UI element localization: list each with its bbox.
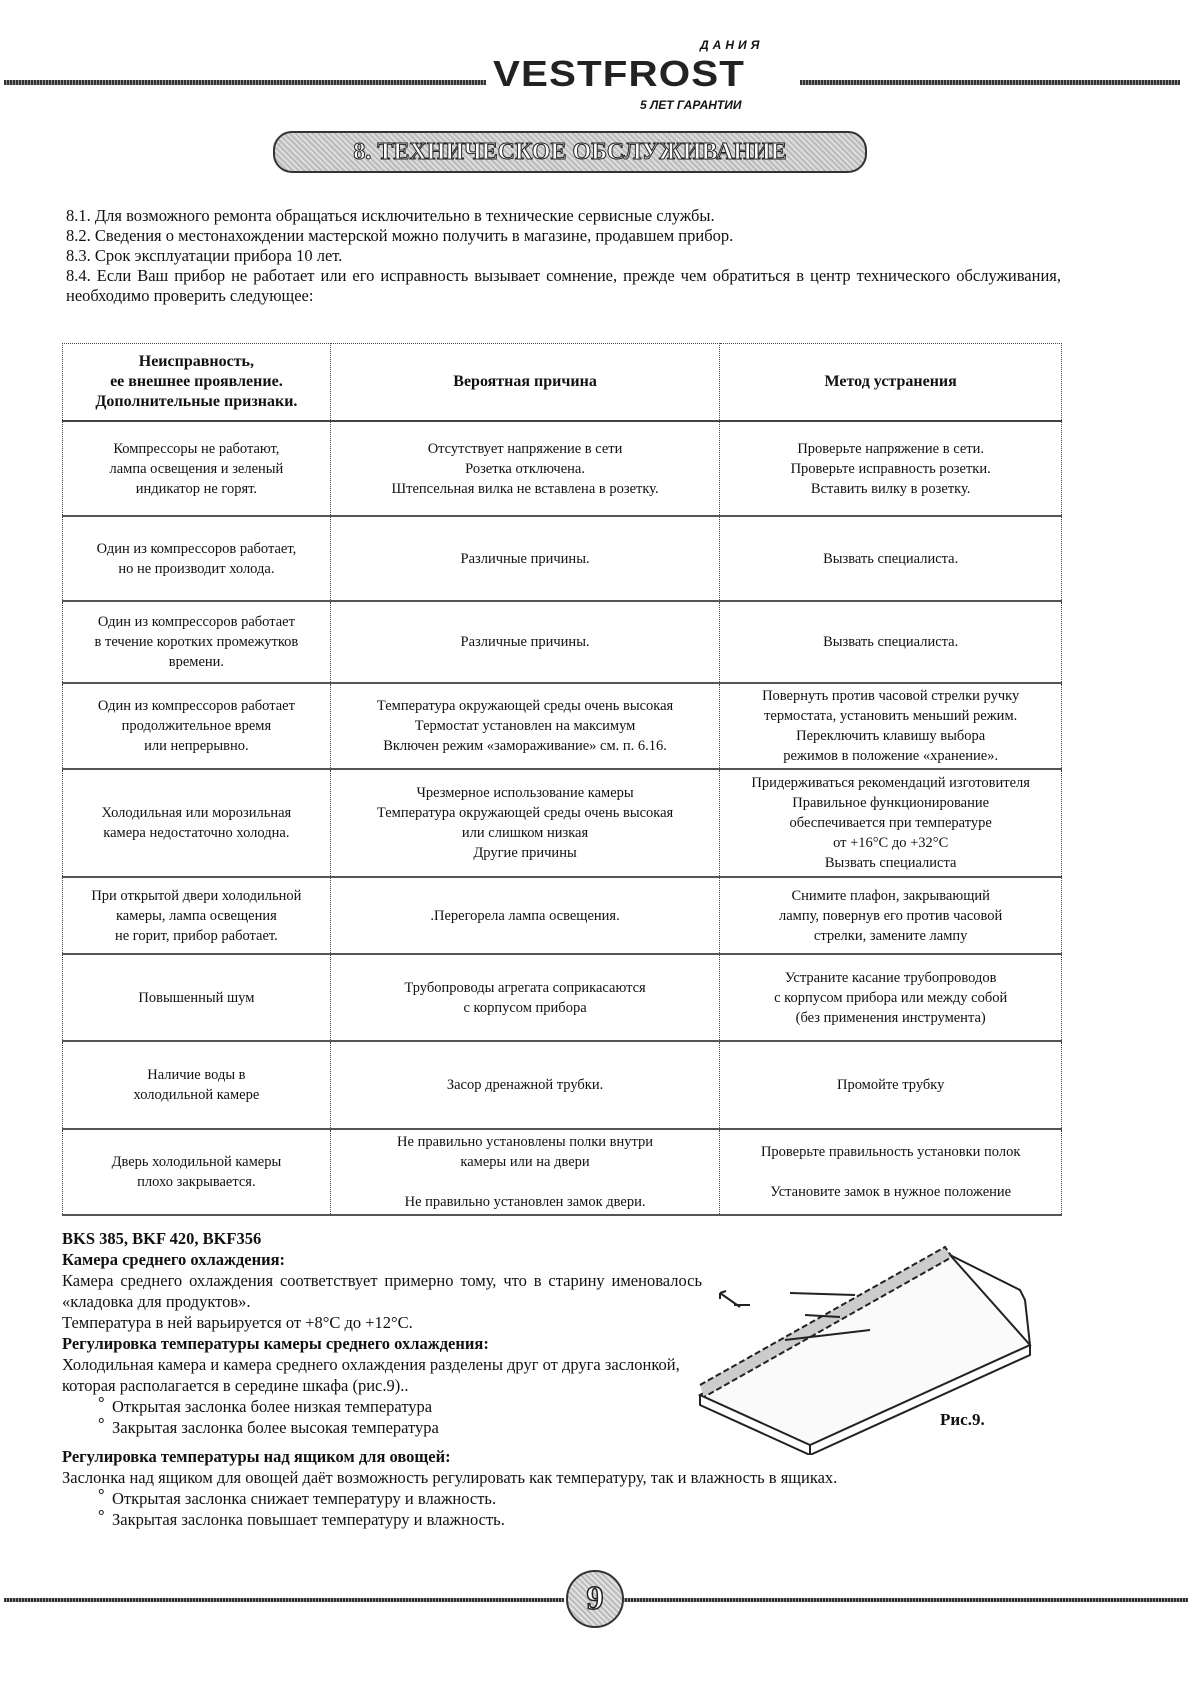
column-header: Неисправность, ее внешнее проявление. Дополнительные признаки. — [63, 344, 331, 422]
table-cell: Промойте трубку — [720, 1041, 1062, 1129]
table-cell: Придерживаться рекомендаций изготовителя Правильное функционирование обеспечивается при температуре от +16°С до +32°С Вызвать специалиста — [720, 769, 1062, 877]
table-cell: Компрессоры не работают, лампа освещения и зеленый индикатор не горят. — [63, 421, 331, 516]
table-cell: Устраните касание трубопроводов с корпусом прибора или между собой (без применения инструмента) — [720, 954, 1062, 1041]
table-cell: Проверьте правильность установки полок Установите замок в нужное положение — [720, 1129, 1062, 1215]
header-rule-left — [4, 80, 486, 85]
paragraph: Холодильная камера и камера среднего охлаждения разделены друг от друга заслонкой, которая располагается в середине шкафа (рис.9).. — [62, 1355, 680, 1395]
section-banner — [273, 131, 867, 173]
models-heading: BKS 385, BKF 420, BKF356 — [62, 1229, 262, 1248]
table-cell: Повышенный шум — [63, 954, 331, 1041]
table-cell: Один из компрессоров работает, но не производит холода. — [63, 516, 331, 601]
table-cell: Различные причины. — [330, 601, 720, 683]
column-header: Вероятная причина — [330, 344, 720, 422]
table-cell: Снимите плафон, закрывающий лампу, повернув его против часовой стрелки, замените лампу — [720, 877, 1062, 954]
table-row — [63, 601, 1062, 683]
table-cell: Проверьте напряжение в сети. Проверьте исправность розетки. Вставить вилку в розетку. — [720, 421, 1062, 516]
table-row — [63, 769, 1062, 877]
table-cell: Засор дренажной трубки. — [330, 1041, 720, 1129]
table-row — [63, 1129, 1062, 1215]
figure-caption: Рис.9. — [940, 1410, 985, 1429]
subheading: Камера среднего охлаждения: — [62, 1250, 286, 1269]
table-cell: Холодильная или морозильная камера недостаточно холодна. — [63, 769, 331, 877]
brand-country: ДАНИЯ — [700, 38, 764, 52]
table-cell: Температура окружающей среды очень высокая Термостат установлен на максимум Включен режим «замораживание» см. п. 6.16. — [330, 683, 720, 769]
table-cell: Различные причины. — [330, 516, 720, 601]
bullet-item: ° Открытая заслонка снижает температуру и влажность. — [62, 1488, 702, 1509]
table-cell: Отсутствует напряжение в сети Розетка отключена. Штепсельная вилка не вставлена в розетку. — [330, 421, 720, 516]
bullet-item: ° Закрытая заслонка более высокая температура — [62, 1417, 702, 1438]
table-header-row — [63, 344, 1062, 422]
table-cell: Дверь холодильной камеры плохо закрывается. — [63, 1129, 331, 1215]
section-title: 8. ТЕХНИЧЕСКОЕ ОБСЛУЖИВАНИЕ — [353, 138, 787, 165]
table-cell: Один из компрессоров работает в течение коротких промежутков времени. — [63, 601, 331, 683]
table-row — [63, 683, 1062, 769]
table-cell: Один из компрессоров работает продолжительное время или непрерывно. — [63, 683, 331, 769]
table-cell: .Перегорела лампа освещения. — [330, 877, 720, 954]
intro-item: 8.3. Срок эксплуатации прибора 10 лет. — [66, 246, 343, 265]
intro-item: 8.1. Для возможного ремонта обращаться исключительно в технические сервисные службы. — [66, 206, 715, 225]
column-header: Метод устранения — [720, 344, 1062, 422]
paragraph: Камера среднего охлаждения соответствует примерно тому, что в старину именовалось «кладовка для продуктов». — [62, 1271, 702, 1311]
header-rule-right — [800, 80, 1180, 85]
paragraph: Температура в ней варьируется от +8°С до +12°С. — [62, 1313, 413, 1332]
intro-item: 8.2. Сведения о местонахождении мастерской можно получить в магазине, продавшем прибор. — [66, 226, 734, 245]
brand-logo: VESTFROST — [493, 53, 746, 94]
subheading: Регулировка температуры камеры среднего охлаждения: — [62, 1334, 489, 1353]
table-cell: Наличие воды в холодильной камере — [63, 1041, 331, 1129]
brand-warranty: 5 ЛЕТ ГАРАНТИИ — [640, 98, 742, 112]
troubleshooting-table — [62, 343, 1062, 1216]
intro-item: 8.4. Если Ваш прибор не работает или его исправность вызывает сомнение, прежде чем обратиться в центр технического обслуживания, необходимо проверить следующее: — [66, 266, 1061, 305]
footer-rule-left — [4, 1598, 564, 1602]
intro-text — [66, 206, 1061, 306]
table-cell: Трубопроводы агрегата соприкасаются с корпусом прибора — [330, 954, 720, 1041]
table-row — [63, 421, 1062, 516]
table-cell: Чрезмерное использование камеры Температура окружающей среды очень высокая или слишком низкая Другие причины — [330, 769, 720, 877]
shelf-damper-illustration — [690, 1235, 1060, 1455]
paragraph: Заслонка над ящиком для овощей даёт возможность регулировать как температуру, так и влажность в ящиках. — [62, 1468, 838, 1487]
footer-rule-right — [622, 1598, 1188, 1602]
table-row — [63, 954, 1062, 1041]
table-cell: Не правильно установлены полки внутри камеры или на двери Не правильно установлен замок двери. — [330, 1129, 720, 1215]
table-cell: При открытой двери холодильной камеры, лампа освещения не горит, прибор работает. — [63, 877, 331, 954]
subheading: Регулировка температуры над ящиком для овощей: — [62, 1447, 451, 1466]
lower-section — [62, 1228, 838, 1530]
table-cell: Повернуть против часовой стрелки ручку термостата, установить меньший режим. Переключить клавишу выбора режимов в положение «хранение». — [720, 683, 1062, 769]
page-number: 9 — [566, 1570, 624, 1628]
bullet-item: ° Открытая заслонка более низкая температура — [62, 1396, 702, 1417]
table-row — [63, 877, 1062, 954]
table-cell: Вызвать специалиста. — [720, 601, 1062, 683]
table-row — [63, 516, 1062, 601]
bullet-item: ° Закрытая заслонка повышает температуру и влажность. — [62, 1509, 702, 1530]
table-row — [63, 1041, 1062, 1129]
table-cell: Вызвать специалиста. — [720, 516, 1062, 601]
